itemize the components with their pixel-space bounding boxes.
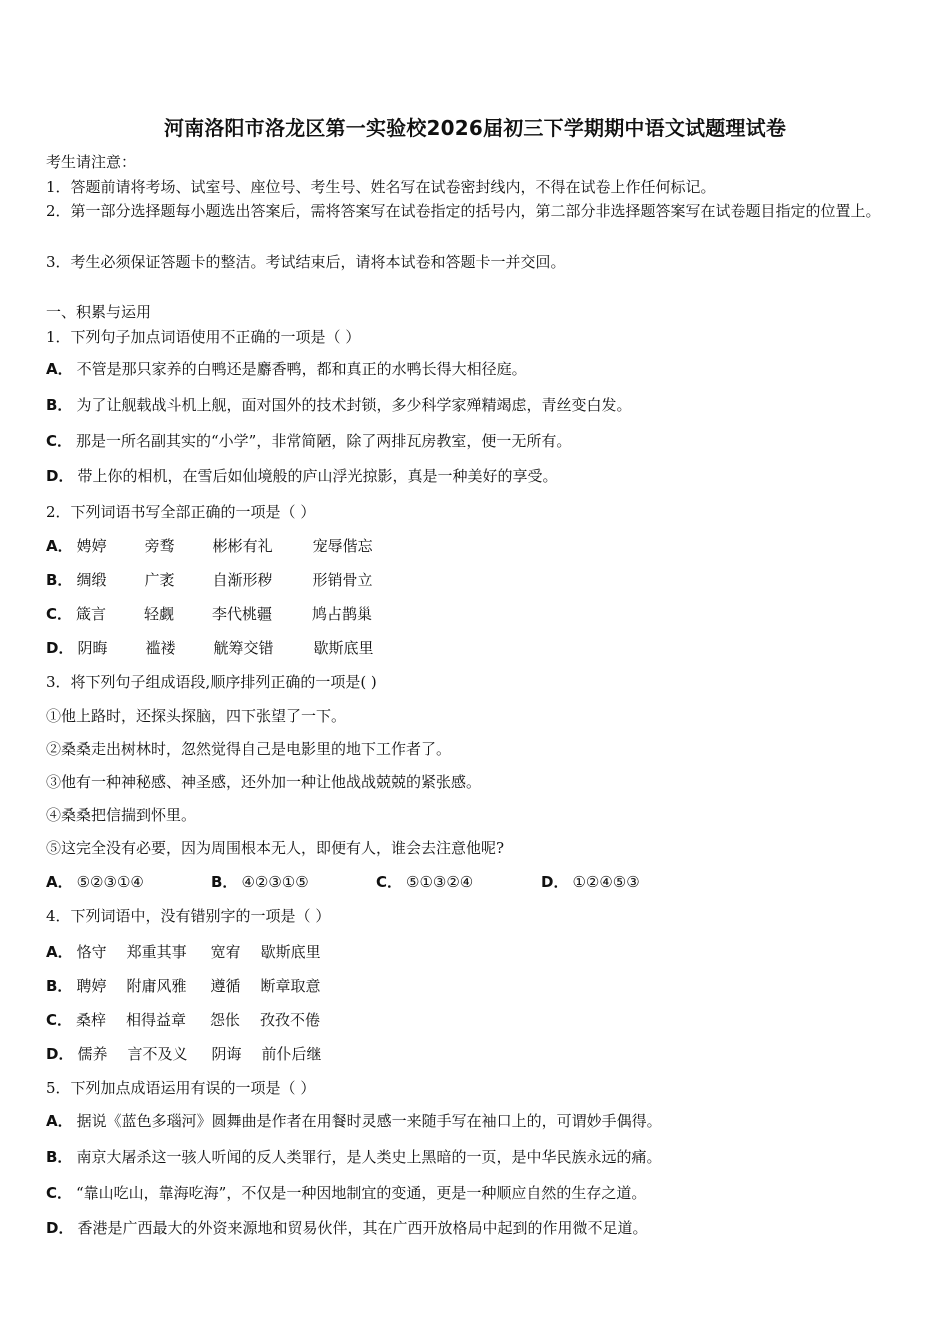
word: 怨伥 <box>210 1011 241 1029</box>
notice-item-1: 1．答题前请将考场、试室号、座位号、考生号、姓名写在试卷密封线内，不得在试卷上作任何标记。 <box>46 178 716 196</box>
q3-choice-a <box>46 872 211 892</box>
option-text: “靠山吃山，靠海吃海”，不仅是一种因地制宜的变通，更是一种顺应自然的生存之道。 <box>76 1184 647 1202</box>
option-label: A． <box>46 537 73 555</box>
option-label: C． <box>46 605 73 623</box>
option-text: ⑤②③①④ <box>76 873 144 891</box>
word: 郑重其事 <box>126 943 187 961</box>
word: 鸠占鹊巢 <box>312 605 373 623</box>
option-label: D． <box>46 467 74 485</box>
option-label: C． <box>46 1011 73 1029</box>
option-text: ①②④⑤③ <box>572 873 640 891</box>
word: 形销骨立 <box>312 571 373 589</box>
option-text: 不管是那只家养的白鸭还是麝香鸭，都和真正的水鸭长得大相径庭。 <box>76 360 527 378</box>
word: 歇斯底里 <box>313 639 374 657</box>
word: 广袤 <box>144 571 175 589</box>
q3-sentence-1: ①他上路时，还探头探脑，四下张望了一下。 <box>46 707 347 725</box>
q5-option-b <box>46 1147 661 1167</box>
option-label: D． <box>46 639 74 657</box>
word: 歇斯底里 <box>260 943 321 961</box>
word: 儒养 <box>77 1045 108 1063</box>
q3-sentence-5: ⑤这完全没有必要，因为周围根本无人，即便有人，谁会去注意他呢? <box>46 839 505 857</box>
option-label: B． <box>46 571 73 589</box>
word: 遵循 <box>210 977 241 995</box>
q4-stem: 4．下列词语中，没有错别字的一项是（ ） <box>46 907 331 925</box>
option-text: 为了让舰载战斗机上舰，面对国外的技术封锁，多少科学家殚精竭虑，青丝变白发。 <box>76 396 632 414</box>
word: 附庸风雅 <box>126 977 187 995</box>
word: 彬彬有礼 <box>212 537 273 555</box>
word: 相得益章 <box>126 1011 187 1029</box>
word: 桑梓 <box>76 1011 107 1029</box>
q3-choices <box>46 872 706 892</box>
word: 言不及义 <box>127 1045 188 1063</box>
word: 恪守 <box>76 943 107 961</box>
q1-option-d <box>46 466 557 486</box>
q5-stem: 5．下列加点成语运用有误的一项是（ ） <box>46 1079 316 1097</box>
word: 阴晦 <box>77 639 108 657</box>
q3-stem: 3．将下列句子组成语段,顺序排列正确的一项是( ) <box>46 673 377 691</box>
option-label: B． <box>46 396 73 414</box>
word: 聘婷 <box>76 977 107 995</box>
option-label: B． <box>46 977 73 995</box>
q1-option-c <box>46 431 571 451</box>
q2-stem: 2．下列词语书写全部正确的一项是（ ） <box>46 503 316 521</box>
word: 宠辱偕忘 <box>312 537 373 555</box>
option-label: D． <box>541 873 569 891</box>
option-label: A． <box>46 873 73 891</box>
option-text: ④②③①⑤ <box>241 873 309 891</box>
word: 前仆后继 <box>261 1045 322 1063</box>
q5-option-a <box>46 1111 662 1131</box>
q2-option-c <box>46 604 372 624</box>
option-label: A． <box>46 943 73 961</box>
word: 断章取意 <box>260 977 321 995</box>
word: 阴诲 <box>211 1045 242 1063</box>
option-label: A． <box>46 360 73 378</box>
option-text: 南京大屠杀这一骇人听闻的反人类罪行，是人类史上黑暗的一页，是中华民族永远的痛。 <box>76 1148 662 1166</box>
notice-heading: 考生请注意： <box>46 153 137 171</box>
exam-title: 河南洛阳市洛龙区第一实验校2026届初三下学期期中语文试题理试卷 <box>163 116 787 140</box>
q3-choice-b <box>211 872 376 892</box>
q2-option-b <box>46 570 372 590</box>
option-text: 那是一所名副其实的“小学”，非常简陋，除了两排瓦房教室，便一无所有。 <box>76 432 572 450</box>
q3-choice-c <box>376 872 541 892</box>
word: 褴褛 <box>145 639 176 657</box>
q2-option-d <box>46 638 373 658</box>
option-text: 据说《蓝色多瑙河》圆舞曲是作者在用餐时灵感一来随手写在袖口上的，可谓妙手偶得。 <box>76 1112 662 1130</box>
option-text: 香港是广西最大的外资来源地和贸易伙伴，其在广西开放格局中起到的作用微不足道。 <box>77 1219 648 1237</box>
q5-option-c <box>46 1183 646 1203</box>
q4-option-a <box>46 942 321 962</box>
word: 觥筹交错 <box>213 639 274 657</box>
option-label: B． <box>211 873 238 891</box>
option-label: D． <box>46 1045 74 1063</box>
word: 宽宥 <box>210 943 241 961</box>
word: 旁骛 <box>144 537 175 555</box>
q4-option-b <box>46 976 320 996</box>
q3-sentence-3: ③他有一种神秘感、神圣感，还外加一种让他战战兢兢的紧张感。 <box>46 773 482 791</box>
q4-option-d <box>46 1044 321 1064</box>
option-text: 带上你的相机，在雪后如仙境般的庐山浮光掠影，真是一种美好的享受。 <box>77 467 558 485</box>
q3-sentence-2: ②桑桑走出树林时，忽然觉得自己是电影里的地下工作者了。 <box>46 740 452 758</box>
word: 孜孜不倦 <box>260 1011 321 1029</box>
q1-option-b <box>46 395 631 415</box>
word: 轻觑 <box>144 605 175 623</box>
q2-option-a <box>46 536 373 556</box>
q3-choice-d <box>541 872 706 892</box>
q5-option-d <box>46 1218 647 1238</box>
option-label: B． <box>46 1148 73 1166</box>
notice-item-3: 3．考生必须保证答题卡的整洁。考试结束后，请将本试卷和答题卡一并交回。 <box>46 253 566 271</box>
word: 箴言 <box>76 605 107 623</box>
option-label: C． <box>46 1184 73 1202</box>
word: 娉婷 <box>76 537 107 555</box>
option-label: C． <box>376 873 403 891</box>
q1-stem: 1．下列句子加点词语使用不正确的一项是（ ） <box>46 328 361 346</box>
option-text: ⑤①③②④ <box>406 873 474 891</box>
section-heading: 一、积累与运用 <box>46 303 152 321</box>
option-label: C． <box>46 432 73 450</box>
notice-item-2: 2．第一部分选择题每小题选出答案后，需将答案写在试卷指定的括号内，第二部分非选择题答案写在试卷题目指定的位置上。 <box>46 202 881 220</box>
word: 绸缎 <box>76 571 107 589</box>
q4-option-c <box>46 1010 320 1030</box>
option-label: A． <box>46 1112 73 1130</box>
option-label: D． <box>46 1219 74 1237</box>
word: 李代桃疆 <box>212 605 273 623</box>
q1-option-a <box>46 359 527 379</box>
q3-sentence-4: ④桑桑把信揣到怀里。 <box>46 806 197 824</box>
word: 自渐形秽 <box>212 571 273 589</box>
